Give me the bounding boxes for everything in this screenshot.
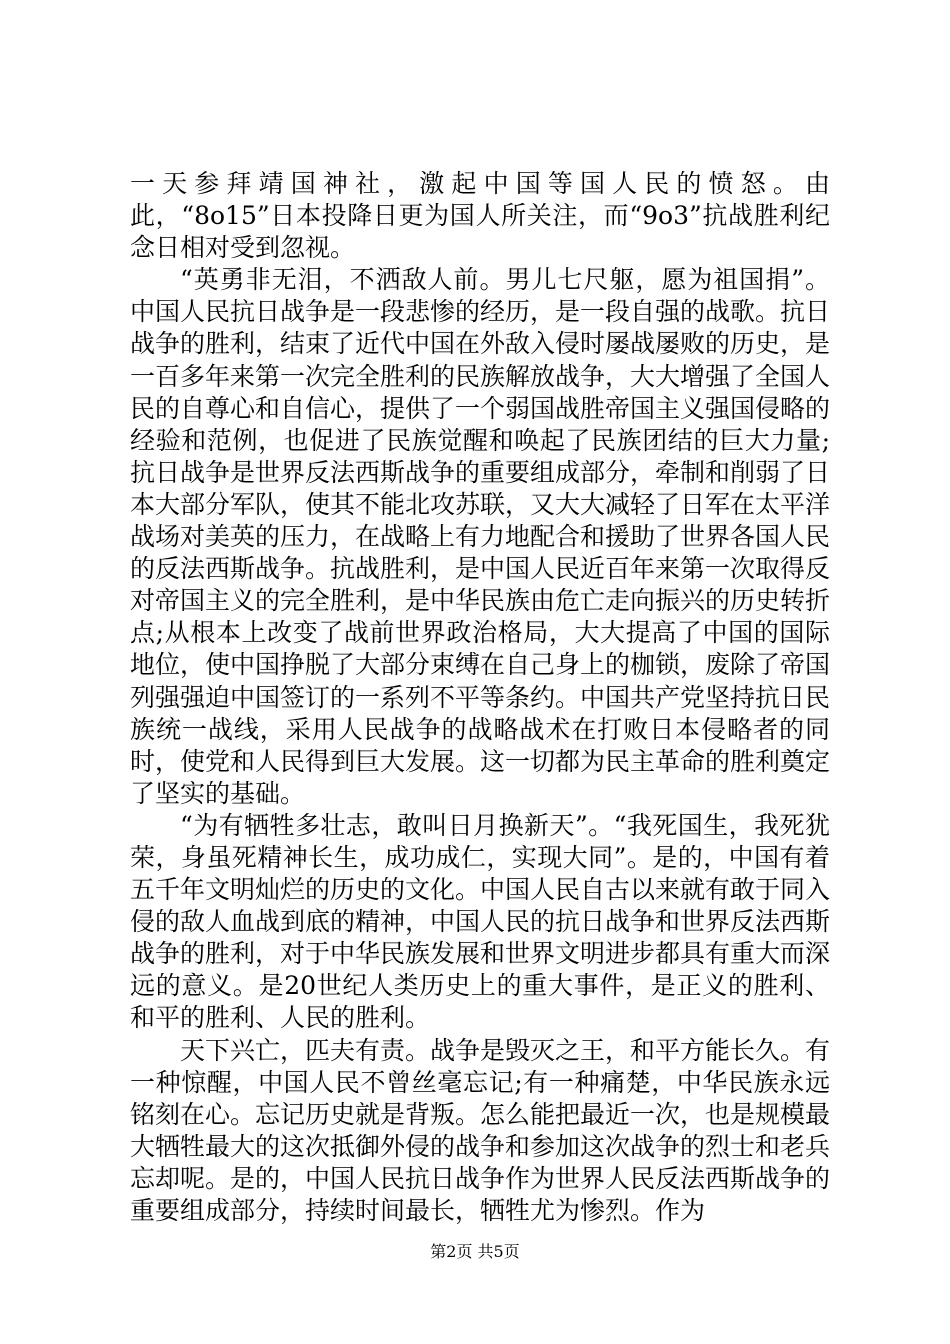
paragraph-1: 一天参拜靖国神社，激起中国等国人民的愤怒。由此，“8o15”日本投降日更为国人所关注，而“9o3”抗战胜利纪念日相对受到忽视。 [130,169,830,263]
paragraph-3: “为有牺牲多壮志，敢叫日月换新天”。“我死国生，我死犹荣，身虽死精神长生，成功成仁，实现大同”。是的，中国有着五千年文明灿烂的历史的文化。中国人民自古以来就有敢于同入侵的敌人血战到底的精神，中国人民的抗日战争和世界反法西斯战争的胜利，对于中华民族发展和世界文明进步都具有重大而深远的意义。是20世纪人类历史上的重大事件，是正义的胜利、和平的胜利、人民的胜利。 [130,810,831,1033]
page-number-footer: 第2页 共5页 [430,1242,520,1261]
paragraph-2: “英勇非无泪，不洒敌人前。男儿七尺躯，愿为祖国捐”。中国人民抗日战争是一段悲惨的经历，是一段自强的战歌。抗日战争的胜利，结束了近代中国在外敌入侵时屡战屡败的历史，是一百多年来第一次完全胜利的民族解放战争，大大增强了全国人民的自尊心和自信心，提供了一个弱国战胜帝国主义强国侵略的经验和范例，也促进了民族觉醒和唤起了民族团结的巨大力量;抗日战争是世界反法西斯战争的重要组成部分，牵制和削弱了日本大部分军队，使其不能北攻苏联，又大大减轻了日军在太平洋战场对美英的压力，在战略上有力地配合和援助了世界各国人民的反法西斯战争。抗战胜利，是中国人民近百年来第一次取得反对帝国主义的完全胜利，是中华民族由危亡走向振兴的历史转折点;从根本上改变了战前世界政治格局，大大提高了中国的国际地位，使中国挣脱了大部分束缚在自己身上的枷锁，废除了帝国列强强迫中国签订的一系列不平等条约。中国共产党坚持抗日民族统一战线，采用人民战争的战略战术在打败日本侵略者的同时，使党和人民得到巨大发展。这一切都为民主革命的胜利奠定了坚实的基础。 [130,265,831,808]
paragraph-4: 天下兴亡，匹夫有责。战争是毁灭之王，和平方能长久。有一种惊醒，中国人民不曾丝毫忘记;有一种痛楚，中华民族永远铭刻在心。忘记历史就是背叛。怎么能把最近一次，也是规模最大牺牲最大的这次抵御外侵的战争和参加这次战争的烈士和老兵忘却呢。是的，中国人民抗日战争作为世界人民反法西斯战争的重要组成部分，持续时间最长，牺牲尤为惨烈。作为 [130,1035,831,1225]
body-text [130,168,830,1227]
